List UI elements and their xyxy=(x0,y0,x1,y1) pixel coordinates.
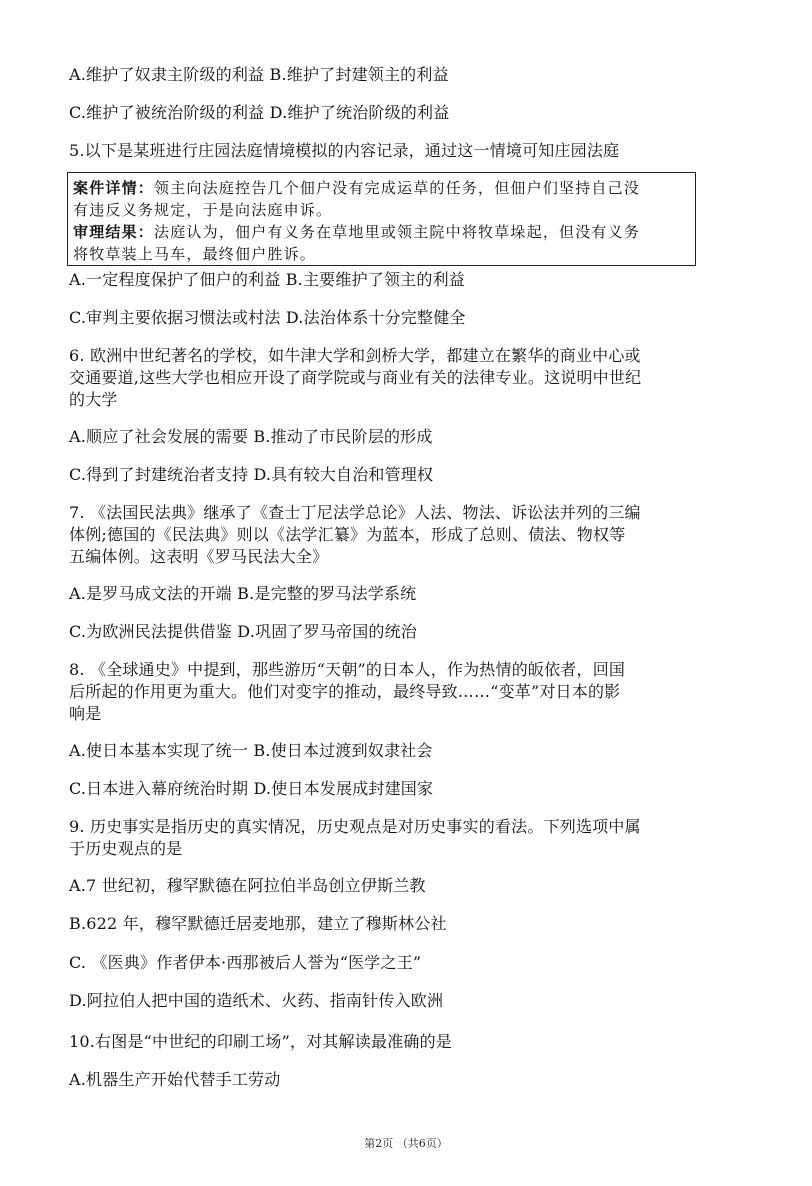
q4-options-cd: C.维护了被统治阶级的利益 D.维护了统治阶级的利益 xyxy=(69,103,450,122)
q6-options-cd: C.得到了封建统治者支持 D.具有较大自治和管理权 xyxy=(69,465,434,484)
page-footer: 第2页 （共6页） xyxy=(364,1137,448,1150)
q6-options-ab: A.顺应了社会发展的需要 B.推动了市民阶层的形成 xyxy=(69,427,433,446)
q8-stem-line-2: 后所起的作用更为重大。他们对变字的推动，最终导致……“变革”对日本的影 xyxy=(69,682,621,701)
q7-options-cd: C.为欧洲民法提供借鉴 D.巩固了罗马帝国的统治 xyxy=(69,622,417,641)
q8-options-ab: A.使日本基本实现了统一 B.使日本过渡到奴隶社会 xyxy=(69,741,433,760)
q8-stem-line-1: 8. 《全球通史》中提到，那些游历“天朝”的日本人，作为热情的皈依者，回国 xyxy=(69,660,626,679)
q10-stem: 10.右图是“中世纪的印刷工场”，对其解读最准确的是 xyxy=(69,1032,453,1051)
q6-stem-line-3: 的大学 xyxy=(69,390,118,409)
q7-stem-line-2: 体例;德国的《民法典》则以《法学汇纂》为蓝本，形成了总则、债法、物权等 xyxy=(69,525,626,544)
case-result-line-1 xyxy=(73,222,640,242)
q5-stem: 5.以下是某班进行庄园法庭情境模拟的内容记录，通过这一情境可知庄园法庭 xyxy=(69,141,620,160)
q8-options-cd: C.日本进入幕府统治时期 D.使日本发展成封建国家 xyxy=(69,779,434,798)
case-result-line-2: 将牧草装上马车，最终佃户胜诉。 xyxy=(73,245,317,263)
q7-stem-line-1: 7. 《法国民法典》继承了《查士丁尼法学总论》人法、物法、诉讼法并列的三编 xyxy=(69,503,641,522)
case-detail-label: 案件详情： xyxy=(73,179,155,197)
q9-option-c: C. 《医典》作者伊本·西那被后人誉为“医学之王” xyxy=(69,953,422,972)
case-detail-line-1 xyxy=(73,178,640,198)
case-result-label: 审理结果： xyxy=(73,223,155,241)
q9-option-d: D.阿拉伯人把中国的造纸术、火药、指南针传入欧洲 xyxy=(69,991,444,1010)
case-record-box xyxy=(67,172,696,266)
q6-stem-line-1: 6. 欧洲中世纪著名的学校，如牛津大学和剑桥大学，都建立在繁华的商业中心或 xyxy=(69,346,641,365)
q10-option-a: A.机器生产开始代替手工劳动 xyxy=(69,1070,281,1089)
q4-options-ab: A.维护了奴隶主阶级的利益 B.维护了封建领主的利益 xyxy=(69,65,449,84)
q6-stem-line-2: 交通要道,这些大学也相应开设了商学院或与商业有关的法律专业。这说明中世纪 xyxy=(69,368,642,387)
q7-stem-line-3: 五编体例。这表明《罗马民法大全》 xyxy=(69,547,329,566)
q7-options-ab: A.是罗马成文法的开端 B.是完整的罗马法学系统 xyxy=(69,584,417,603)
q9-stem-line-2: 于历史观点的是 xyxy=(69,839,183,858)
q5-options-ab: A.一定程度保护了佃户的利益 B.主要维护了领主的利益 xyxy=(69,270,465,289)
case-result-text: 法庭认为，佃户有义务在草地里或领主院中将牧草垛起，但没有义务 xyxy=(154,223,641,241)
q9-stem-line-1: 9. 历史事实是指历史的真实情况，历史观点是对历史事实的看法。下列选项中属 xyxy=(69,817,641,836)
q9-option-a: A.7 世纪初，穆罕默德在阿拉伯半岛创立伊斯兰教 xyxy=(69,876,426,895)
q8-stem-line-3: 响是 xyxy=(69,704,102,723)
q5-options-cd: C.审判主要依据习惯法或村法 D.法治体系十分完整健全 xyxy=(69,308,466,327)
case-detail-text: 领主向法庭控告几个佃户没有完成运草的任务，但佃户们坚持自己没 xyxy=(154,179,641,197)
q9-option-b: B.622 年，穆罕默德迁居麦地那，建立了穆斯林公社 xyxy=(69,914,447,933)
case-detail-line-2: 有违反义务规定，于是向法庭申诉。 xyxy=(73,201,333,219)
